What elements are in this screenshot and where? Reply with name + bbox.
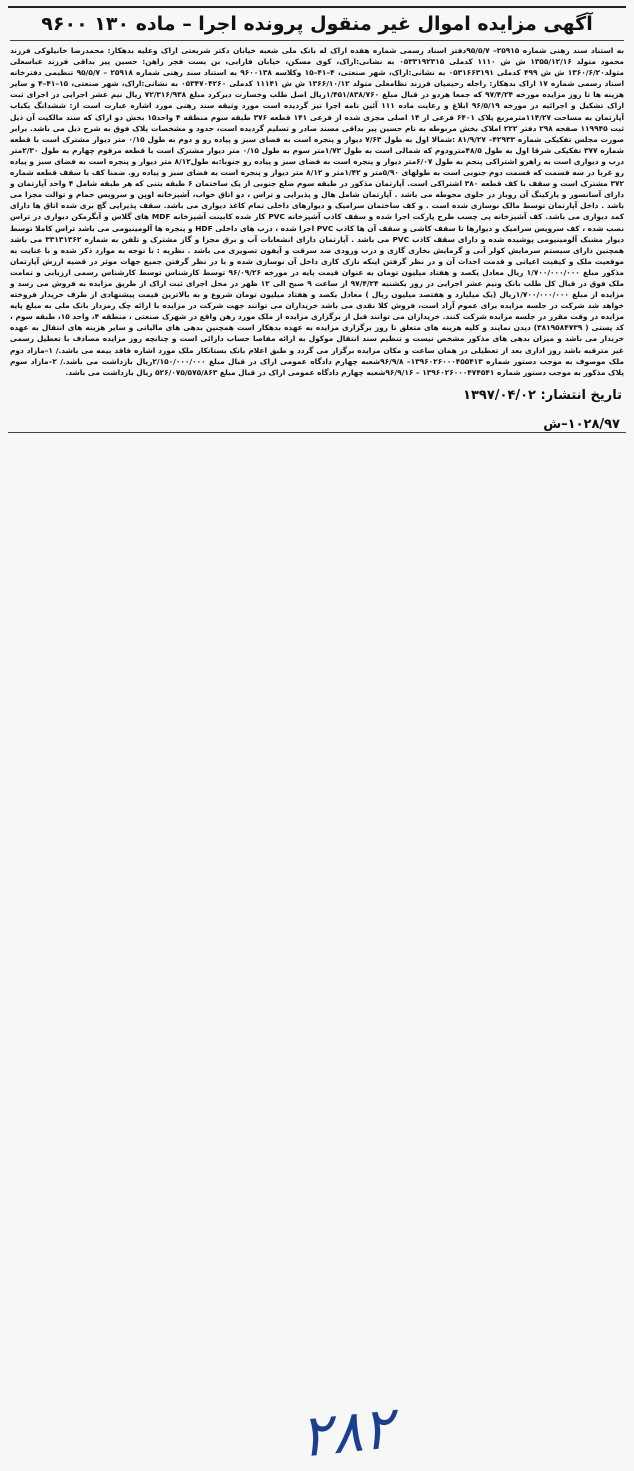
notice-title: آگهی مزایده اموال غیر منقول پرونده اجرا – ماده ۱۳۰ ۹۶۰۰	[10, 8, 624, 41]
notice-paragraph: به استناد سند رهنی شماره ۲۵۹۱۵– ۹۵/۵/۷دفتر اسناد رسمی شماره هفده اراک له بانک ملی شعبه خیابان دکتر شریعتی اراک وعلیه بدهکار: محمدرضا خانیلوکی فرزند محمود متولد ۱۳۵۵/۱۲/۱۶ ش ش ۱۱۱۰ کدملی ۰۵۳۳۱۹۲۳۱۵ به نشانی:اراک، کوی مسکن، خیابان فارابی، بن بست فجر راهن: حسین پیر بداقی فرزند عباسعلی متولد۱۳۶۰/۶/۲۰ ش ش ۴۹۹ کدملی ۰۵۳۱۶۶۳۱۹۱ به نشانی:اراک، شهر صنعتی، ۴–۴۱–۱۵ وکلاسه ۹۶۰۰۱۳۸ به استناد سند رهنی شماره ۲۵۹۱۸ – ۹۵/۵/۷ تنظیمی دفترخانه اسناد رسمی شماره ۱۷ اراک بدهکار: راحله رحیمیان فرزند نظامعلی متولد ۱۳۶۶/۱۰/۱۲ ش ش ۱۱۱۴۱ کدملی ۰۵۳۴۷۰۴۲۶۰ به نشانی:اراک، شهر صنعتی، ۱۵–۴۱–۴ و سایر هزینه ها تا روز مزایده مورخه ۹۷/۴/۲۴ که جمعا هردو در قبال مبلغ ۱/۴۵۱/۸۳۸/۷۶۰ریال اصل طلب وخسارت دیرکرد مبلغ ۷۲/۳۱۶/۹۳۸ ریال نیم عشر اجرایی در اجرای ثبت اراک تشکیل و اجرائیه در مورخه ۹۶/۵/۱۹ ابلاغ و رعایت ماده ۱۱۱ آئین نامه اجرا نیز گردیده است مورد وثیقه سند رهنی مورد اشاره عبارت است از: ششدانگ یکباب آپارتمان به مساحت ۱۱۴/۲۷مترمربع پلاک ۶۴۰۱ فرعی از ۱۴ اصلی مجزی شده از فرعی ۱۴۱ قطعه ۳۷۶ طبقه سوم منطقه ۴ واحد۱۵ بخش دو اراک که سند مالکیت آن ذیل ثبت ۱۱۹۹۴۵ صفحه ۲۹۸ دفتر ۲۲۲ املاک بخش مربوطه به نام حسین پیر بداقی مسند صادر و تسلیم گردیده است، حدود و مشخصات پلاک فوق به شرح ذیل می باشد. برابر صورت مجلس تفکیکی شماره ۴۲۹۳۳– ۸۱/۹/۲۷ :شمالا اول به طول ۷/۶۳ دیوار و پنجره است به فضای سبز و پیاده رو و دوم به طول ۰/۱۵ متر دیوار مشترک است با قطعه شماره ۳۷۷ تفکیکی شرقا اول به طول ۴۸/۵مترودوم که شمالی است به طول ۱/۷۲متر سوم به طول ۰/۱۵ متر دیوار مشترک است با قطعه مرقوم چهارم به طول ۲/۳۰متر درب و دیواری است به راهرو اشتراکی پنجم به طول ۶/۰۷متر دیوار و پنجره است به فضای سبز و پیاده رو جنوبا:به طول۸/۱۲ متر دیوار و پنجره است به فضای سبز و پیاده رو غربا در سه قسمت که قسمت دوم جنوبی است به طولهای ۵/۹۰متر و ۱/۴۲متر و ۸/۱۲ متر دیوار و پنجره است به فضای سبز و پیاده رو. ضمنا کف با سقف قطعه شماره ۳۷۲ مشترک است و سقف با کف قطعه ۳۸۰ اشتراکی است. آپارتمان مذکور در طبقه سوم ضلع جنوبی از یک ساختمان ۶ طبقه بتنی که هر طبقه شامل ۴ واحد آپارتمان و دارای آسانسور و پارکینگ آن روباز در جلوی محوطه می باشد . آپارتمان شامل هال و پذیرایی و تراس ، دو اتاق خواب، آشپزخانه اوپن و سرویس حمام و توالت مجزا می باشد . داخل آپارتمان توسط مالک نوسازی شده است . و کف ساختمان سرامیک و دیوارهای داخلی تمام کاغذ دیواری می باشد. سقف پذیرایی گچ بری شده اتاق ها دارای کمد دیواری می باشد. کف آشپزخانه پی چسب طرح پارکت اجرا شده و سقف کاذب آشپزخانه PVC کار شده کابینت آشپزخانه MDF های گلاس و آبگرمکن دیواری در تراس نصب شده ، کف سرویس سرامیک و دیوارها تا سقف کاشی و سقف آن ها کاذب PVC اجرا شده ، درب های داخلی HDF و پنجره ها آلومینیومی می باشد تراس کاملا توسط دیوار مشبک آلومینیومی پوشیده شده و دارای سقف کاذب PVC می باشد . آپارتمان دارای انشعابات آب و برق مجزا و گاز مشترک و تلفن به شماره ۳۳۱۳۱۳۶۲ می باشد همچنین دارای سیستم سرمایش کولر آبی و گرمایش بخاری گازی و درب ورودی ضد سرقت و آیفون تصویری می باشد . نظریه : با توجه به موارد ذکر شده و با عنایت به موقعیت ملک و کیفیت اعیانی و قدمت احداث آن و در نظر گرفتن اینکه نازک کاری داخل آن نوسازی شده و با در نظر گرفتن جمیع جهات موثر در قضیه ارزش آپارتمان مذکور مبلغ ۱/۷۰۰/۰۰۰/۰۰۰ ریال معادل یکصد و هفتاد میلیون تومان به عنوان قیمت پایه در مورخه ۹۶/۰۹/۲۶ توسط کارشناس توسط کارشناس رسمی ارزیابی و تمامت ملک فوق در قبال کل طلب بانک ونیم عشر اجرایی در روز یکشنبه ۹۷/۴/۲۴ از ساعت ۹ صبح الی ۱۲ ظهر در محل اجرای ثبت اراک از طریق مزایده به فروش می رسد و مزایده از مبلغ ۱/۷۰۰/۰۰۰/۰۰۰ریال (یک میلیارد و هفتصد میلیون ریال ) معادل یکصد و هفتاد میلیون تومان شروع و به بالاترین قیمت پیشنهادی از طرف خریدار فروخته خواهد شد شرکت در جلسه مزایده برای عموم آزاد است، فروش کلا نقدی می باشد خریداران می توانند جهت شرکت در مزایده با ارائه چک رمزدار بانک ملی به مبلغ پایه مزایده در وقت مقرر در جلسه مزایده شرکت کنند. خریداران می توانند قبل از برگزاری مزایده از ملک مورد رهن واقع در شهرک صنعتی ، منطقه ۴، واحد ۱۵، طبقه سوم ، کد پستی ( ۳۸۱۹۵۸۴۷۳۹) دیدن نمایند و کلیه هزینه های متعلق تا روز برگزاری مزایده به عهده بدهکار است همچنین بدهی های مالیاتی و سایر هزینه های انتقال به عهده خریدار می باشد و میزان بدهی های مذکور مشخص نیست و تنظیم سند انتقال موکول به ارائه مفاصا حساب دارائی است و چنانچه روز مزایده مصادف با تعطیل رسمی غیر مترقبه باشد روز اداری بعد از تعطیلی در همان ساعت و مکان مزایده برگزار می گردد و طبق اعلام بانک بستانکار ملک مورد اشاره فاقد بیمه می باشد./ ۱–مازاد دوم ملک موصوف به موجب دستور شماره ۱۳۹۶۰۲۶۰۰۰۴۵۵۴۱۳– ۹۶/۹/۸شعبه چهارم دادگاه عمومی اراک در قبال مبلغ ۲/۱۵۰/۰۰۰/۰۰۰ریال بازداشت می باشد./ ۲–مازاد سوم پلاک مذکور به موجب دستور شماره ۱۳۹۶۰۲۶۰۰۰۴۷۴۵۴۱ – ۹۶/۹/۱۶شعبه چهارم دادگاه عمومی اراک در قبال مبلغ ۵۲۶/۰۷۵/۵۷۵/۸۶۳ ریال بازداشت می باشد.	[10, 46, 625, 377]
notice-frame	[8, 6, 626, 433]
publish-date: تاریخ انتشار: ۱۳۹۷/۰۴/۰۲	[463, 387, 622, 403]
handwritten-annotation: ۲۸۲	[296, 1393, 397, 1471]
notice-body	[10, 45, 624, 378]
reference-number: ۱۰۲۸/۹۷–ش	[543, 416, 620, 432]
